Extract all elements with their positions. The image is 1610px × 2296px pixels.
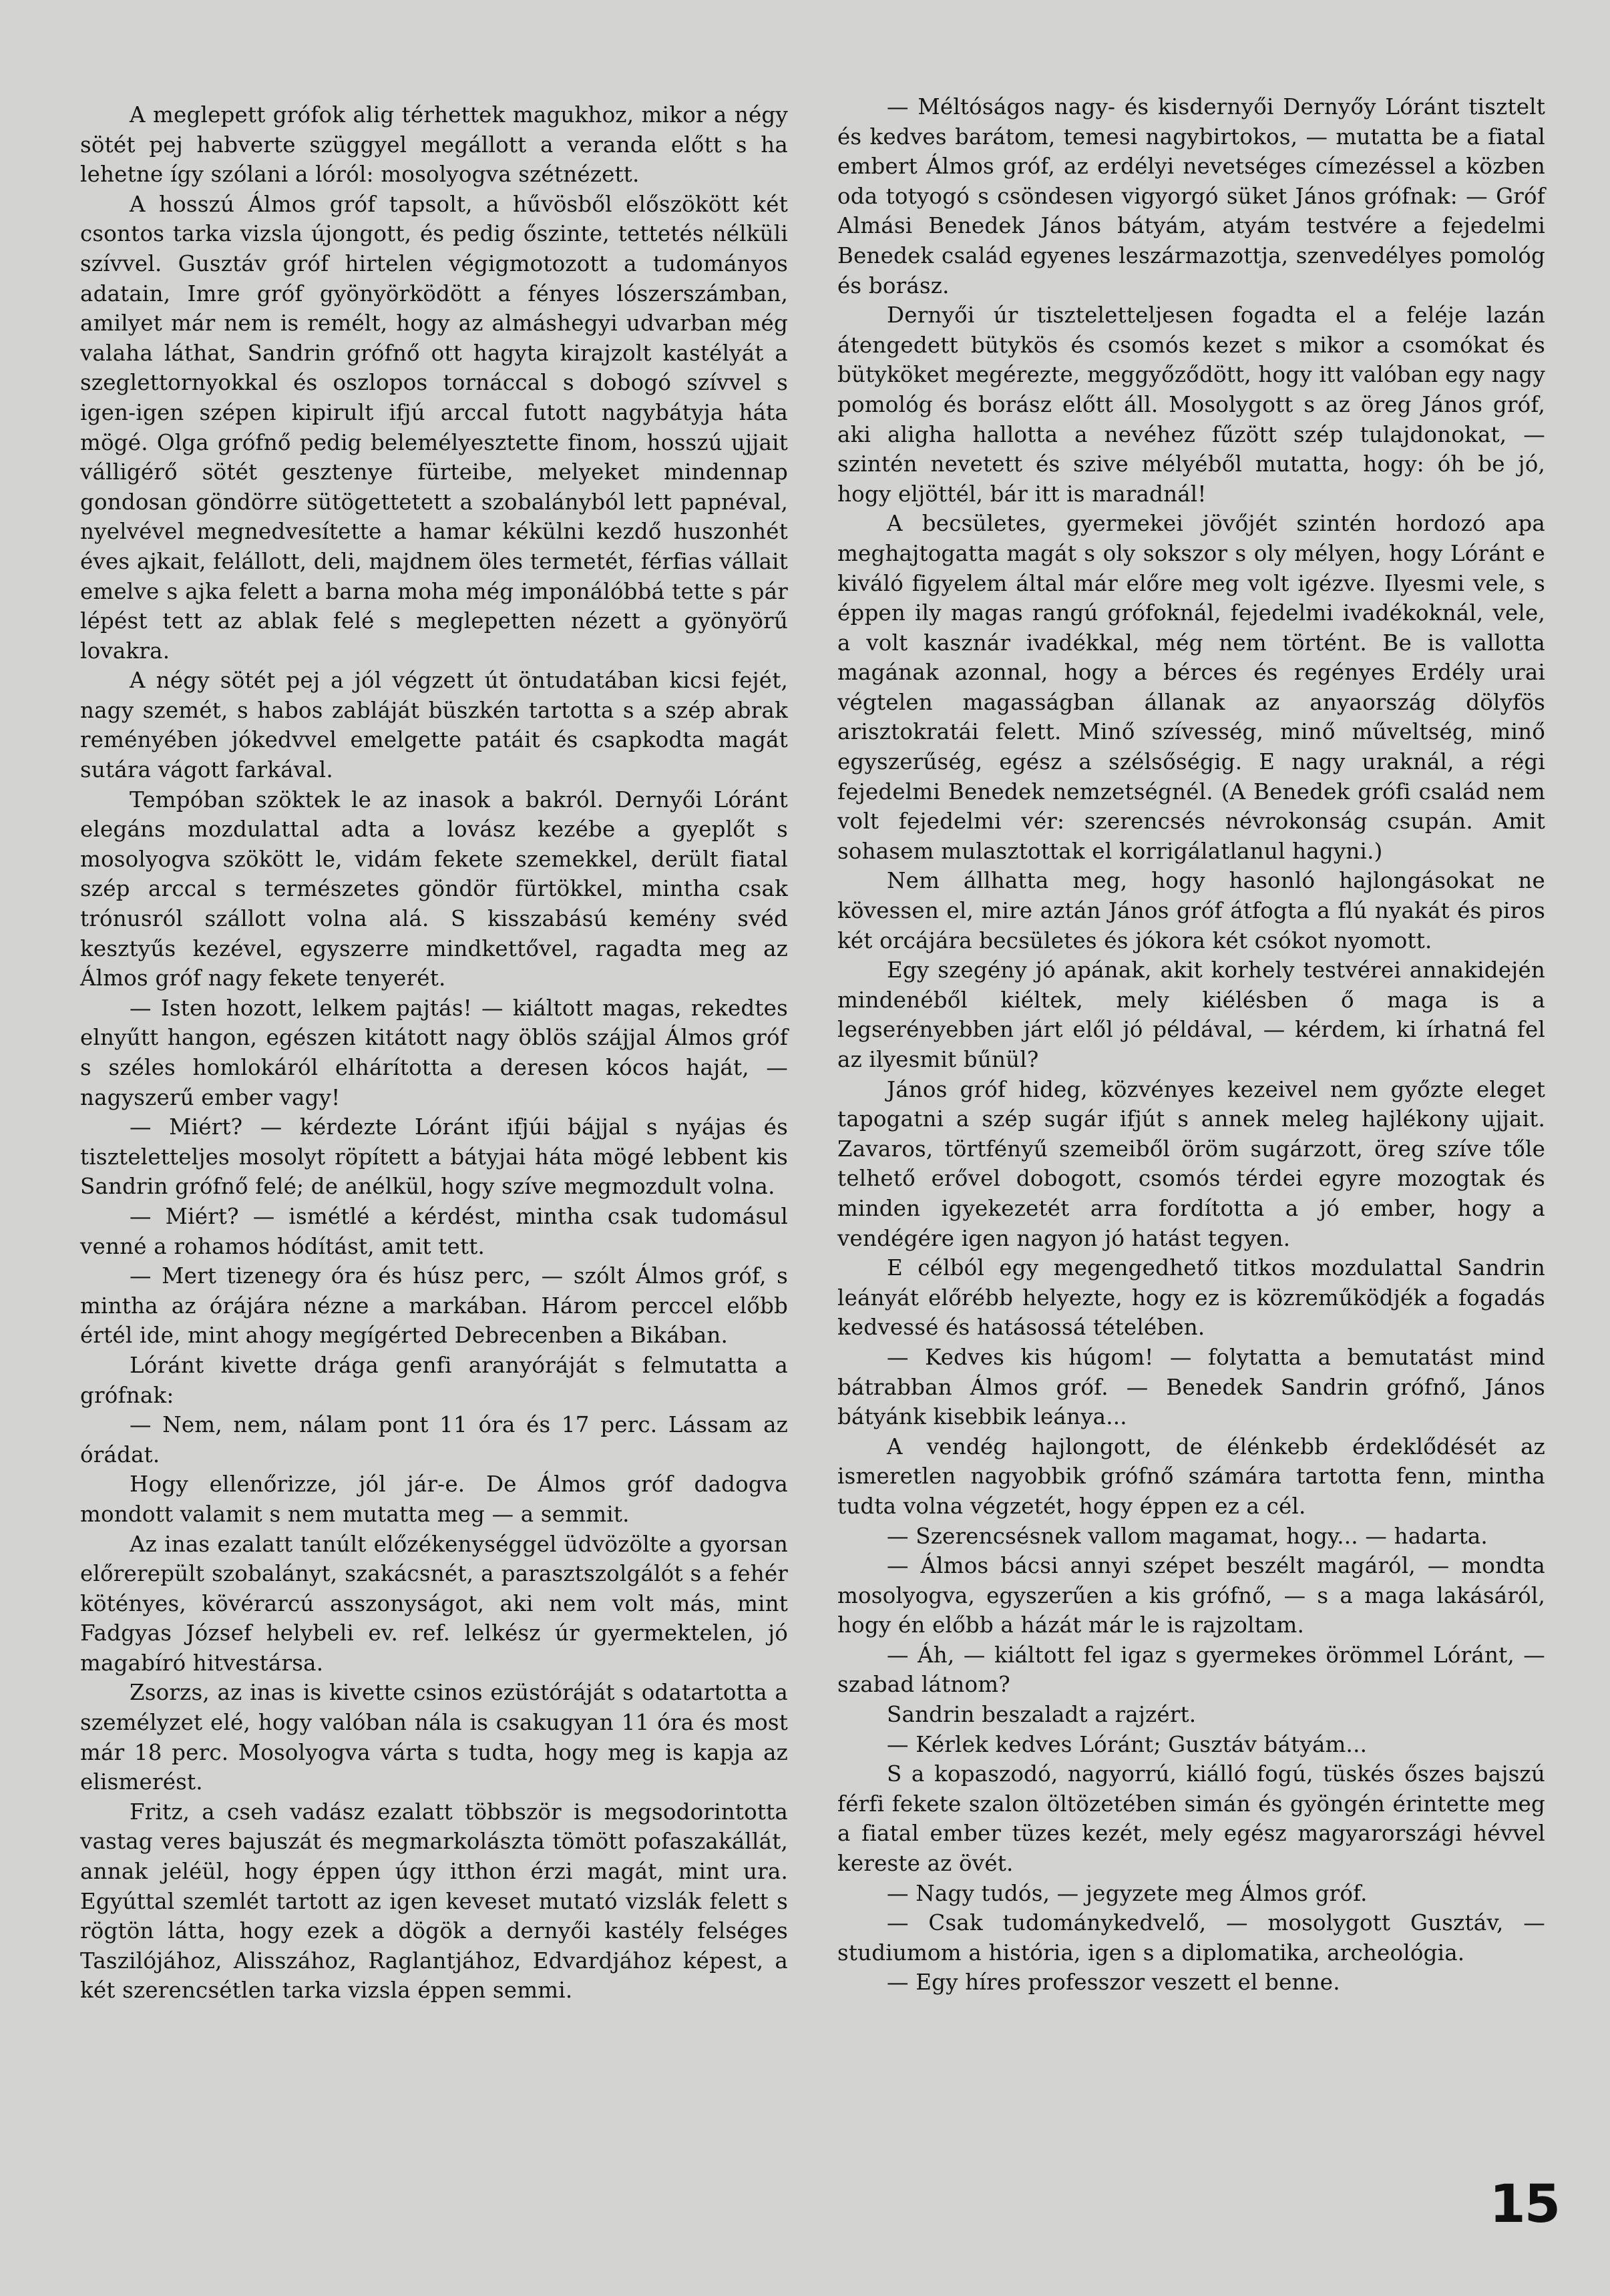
page-number: 15	[1489, 2174, 1559, 2235]
paragraph: — Kedves kis húgom! — folytatta a bemutatást mind bátrabban Álmos gróf. — Benedek Sandrin grófnő, János bátyánk kisebbik leánya...	[837, 1344, 1545, 1430]
paragraph: S a kopaszodó, nagyorrú, kiálló fogú, tüskés őszes bajszú férfi fekete szalon öltözetében simán és gyöngén érintette meg a fiatal ember tüzes kezét, mely egész magyarországi hévvel kereste az övét.	[837, 1761, 1545, 1877]
paragraph: Lóránt kivette drága genfi aranyóráját s felmutatta a grófnak:	[80, 1352, 788, 1408]
paragraph: Nem állhatta meg, hogy hasonló hajlongásokat ne kövessen el, mire aztán János gróf átfogta a flú nyakát és piros két orcájára becsületes és jókora két csókot nyomott.	[837, 868, 1545, 953]
paragraph: Zsorzs, az inas is kivette csinos ezüstóráját s odatartotta a személyzet elé, hogy valóban nála is csakugyan 11 óra és most már 18 perc. Mosolyogva várta s tudta, hogy meg is kapja az elismerést.	[80, 1680, 788, 1795]
paragraph: — Miért? — ismétlé a kérdést, mintha csak tudomásul venné a rohamos hódítást, amit tett.	[80, 1203, 788, 1259]
paragraph: E célból egy megengedhető titkos mozdulattal Sandrin leányát előrébb helyezte, hogy ez is közreműködjék a fogadás kedvessé és hatásossá tételében.	[837, 1255, 1545, 1341]
paragraph: — Nem, nem, nálam pont 11 óra és 17 perc. Lássam az órádat.	[80, 1412, 788, 1467]
left-text-column	[80, 100, 788, 2006]
paragraph: — Kérlek kedves Lóránt; Gusztáv bátyám...	[887, 1731, 1368, 1757]
paragraph: Dernyői úr tiszteletteljesen fogadta el a feléje lazán átengedett bütykös és csomós kezet s mikor a csomókat és bütyköket megérezte, meggyőződött, hogy itt valóban egy nagy pomológ és borász előtt áll. Mosolygott s az öreg János gróf, aki aligha hallotta a nevéhez fűzött szép tulajdonokat, — szintén nevetett és szive mélyéből mutatta, hogy: óh be jó, hogy eljöttél, bár itt is maradnál!	[837, 302, 1545, 507]
paragraph: — Egy híres professzor veszett el benne.	[887, 1970, 1340, 1996]
paragraph: Egy szegény jó apának, akit korhely testvérei annakidején mindenéből kiéltek, mely kiélésben ő maga is a legserényebben járt elől jó példával, — kérdem, ki írhatná fel az ilyesmit bűnül?	[837, 957, 1545, 1072]
paragraph: A meglepett grófok alig térhettek magukhoz, mikor a négy sötét pej habverte szüggyel megállott a veranda előtt s ha lehetne így szólani a lóról: mosolyogva szétnézett.	[80, 102, 788, 188]
paragraph: A becsületes, gyermekei jövőjét szintén hordozó apa meghajtogatta magát s oly sokszor s oly mélyen, hogy Lóránt e kiváló figyelem által már előre meg volt igézve. Ilyesmi vele, s éppen ily magas rangú grófoknál, fejedelmi ivadékoknál, vele, a volt kasznár ivadékkal, még nem történt. Be is vallotta magának azonnal, hogy a bérces és regényes Erdély urai végtelen magasságban állanak az anyaország dölyfös arisztokratái felett. Minő szívesség, minő műveltség, minő egyszerűség, egész a szélsőségig. E nagy uraknál, a régi fejedelmi Benedek nemzetségnél. (A Benedek grófi család nem volt fejedelmi vér: szerencsés névrokonság csupán. Amit sohasem mulasztottak el korrigálatlanul hagyni.)	[837, 511, 1545, 864]
paragraph: — Mert tizenegy óra és húsz perc, — szólt Álmos gróf, s mintha az órájára nézne a markában. Három perccel előbb értél ide, mint ahogy megígérted Debrecenben a Bikában.	[80, 1263, 788, 1349]
paragraph: Hogy ellenőrizze, jól jár-e. De Álmos gróf dadogva mondott valamit s nem mutatta meg — a semmit.	[80, 1471, 788, 1527]
paragraph: — Isten hozott, lelkem pajtás! — kiáltott magas, rekedtes elnyűtt hangon, egészen kitátott nagy öblös szájjal Álmos gróf s széles homlokáról elhárította a deresen kócos haját, — nagyszerű ember vagy!	[80, 995, 788, 1110]
paragraph: Sandrin beszaladt a rajzért.	[887, 1702, 1197, 1728]
paragraph: — Áh, — kiáltott fel igaz s gyermekes örömmel Lóránt, — szabad látnom?	[837, 1642, 1545, 1698]
paragraph: — Csak tudománykedvelő, — mosolygott Gusztáv, — studiumom a história, igen s a diplomatika, archeológia.	[837, 1910, 1545, 1966]
paragraph: A vendég hajlongott, de élénkebb érdeklődését az ismeretlen nagyobbik grófnő számára tartotta fenn, mintha tudta volna végzetét, hogy éppen ez a cél.	[837, 1433, 1545, 1519]
paragraph: — Szerencsésnek vallom magamat, hogy... — hadarta.	[887, 1523, 1488, 1549]
right-text-column	[837, 92, 1545, 1998]
paragraph: Tempóban szöktek le az inasok a bakról. Dernyői Lóránt elegáns mozdulattal adta a lovász kezébe a gyeplőt s mosolyogva szökött le, vidám fekete szemekkel, derült fiatal szép arccal s természetes göndör fürtökkel, mintha csak trónusról szállott volna alá. S kisszabású kemény svéd kesztyűs kezével, egyszerre mindkettővel, ragadta meg az Álmos gróf nagy fekete tenyerét.	[80, 786, 788, 991]
paragraph: — Álmos bácsi annyi szépet beszélt magáról, — mondta mosolyogva, egyszerűen a kis grófnő, — s a maga lakásáról, hogy én előbb a házát már le is rajzoltam.	[837, 1553, 1545, 1638]
paragraph: Fritz, a cseh vadász ezalatt többször is megsodorintotta vastag veres bajuszát és megmarkolászta tömött pofaszakállát, annak jeléül, hogy éppen úgy itthon érzi magát, mint ura. Egyúttal szemlét tartott az igen keveset mutató vizslák felett s rögtön látta, hogy ezek a dögök a dernyői kastély felséges Taszilójához, Alisszához, Raglantjához, Edvardjához képest, a két szerencsétlen tarka vizsla éppen semmi.	[80, 1799, 788, 2004]
paragraph: — Miért? — kérdezte Lóránt ifjúi bájjal s nyájas és tiszteletteljes mosolyt röpített a bátyjai háta mögé lebbent kis Sandrin grófnő felé; de anélkül, hogy szíve megmozdult volna.	[80, 1114, 788, 1200]
paragraph: János gróf hideg, közvényes kezeivel nem győzte eleget tapogatni a szép sugár ifjút s annek meleg hajlékony ujjait. Zavaros, törtfényű szemeiből öröm sugárzott, öreg szíve tőle telhető erővel dobogott, csomós térdei egyre mozogtak és minden igyekezetét arra fordította a jó ember, hogy a vendégére igen nagyon jó hatást tegyen.	[837, 1076, 1545, 1251]
paragraph: A hosszú Álmos gróf tapsolt, a hűvösből előszökött két csontos tarka vizsla újongott, és pedig őszinte, tettetés nélküli szívvel. Gusztáv gróf hirtelen végigmotozott a tudományos adatain, Imre gróf gyönyörködött a fényes lószerszámban, amilyet már nem is remélt, hogy az almáshegyi udvarban még valaha láthat, Sandrin grófnő ott hagyta kirajzolt kastélyát a szeglettornyokkal és oszlopos tornáccal s dobogó szívvel s igen-igen szépen kipirult ifjú arccal futott nagybátyja háta mögé. Olga grófnő pedig belemélyesztette finom, hosszú ujjait válligérő sötét gesztenye fürteibe, melyeket mindennap gondosan göndörre sütögettetett a szobalányból lett papnéval, nyelvével megnedvesítette a hamar kékülni kezdő huszonhét éves ajkait, felállott, deli, majdnem öles termetét, férfias vállait emelve s ajka felett a barna moha még imponálóbbá tette s pár lépést tett az ablak felé s meglepetten nézett a gyönyörű lovakra.	[80, 191, 788, 664]
paragraph: Az inas ezalatt tanúlt előzékenységgel üdvözölte a gyorsan előrerepült szobalányt, szakácsnét, a parasztszolgálót s a fehér kötényes, kövérarcú asszonyságot, aki nem volt más, mint Fadgyas József helybeli ev. ref. lelkész úr gyermektelen, jó magabíró hitvestársa.	[80, 1531, 788, 1676]
paragraph: A négy sötét pej a jól végzett út öntudatában kicsi fejét, nagy szemét, s habos zabláját büszkén tartotta s a szép abrak reményében jókedvvel emelgette patáit és csapkodta magát sutára vágott farkával.	[80, 668, 788, 783]
paragraph: — Nagy tudós, — jegyzete meg Álmos gróf.	[887, 1880, 1368, 1906]
paragraph: — Méltóságos nagy- és kisdernyői Dernyőy Lóránt tisztelt és kedves barátom, temesi nagybirtokos, — mutatta be a fiatal embert Álmos gróf, az erdélyi nevetséges címezéssel a közben oda totyogó s csöndesen vigyorgó süket János grófnak: — Gróf Almási Benedek János bátyám, atyám testvére a fejedelmi Benedek család egyenes leszármazottja, szenvedélyes pomológ és borász.	[837, 94, 1545, 298]
